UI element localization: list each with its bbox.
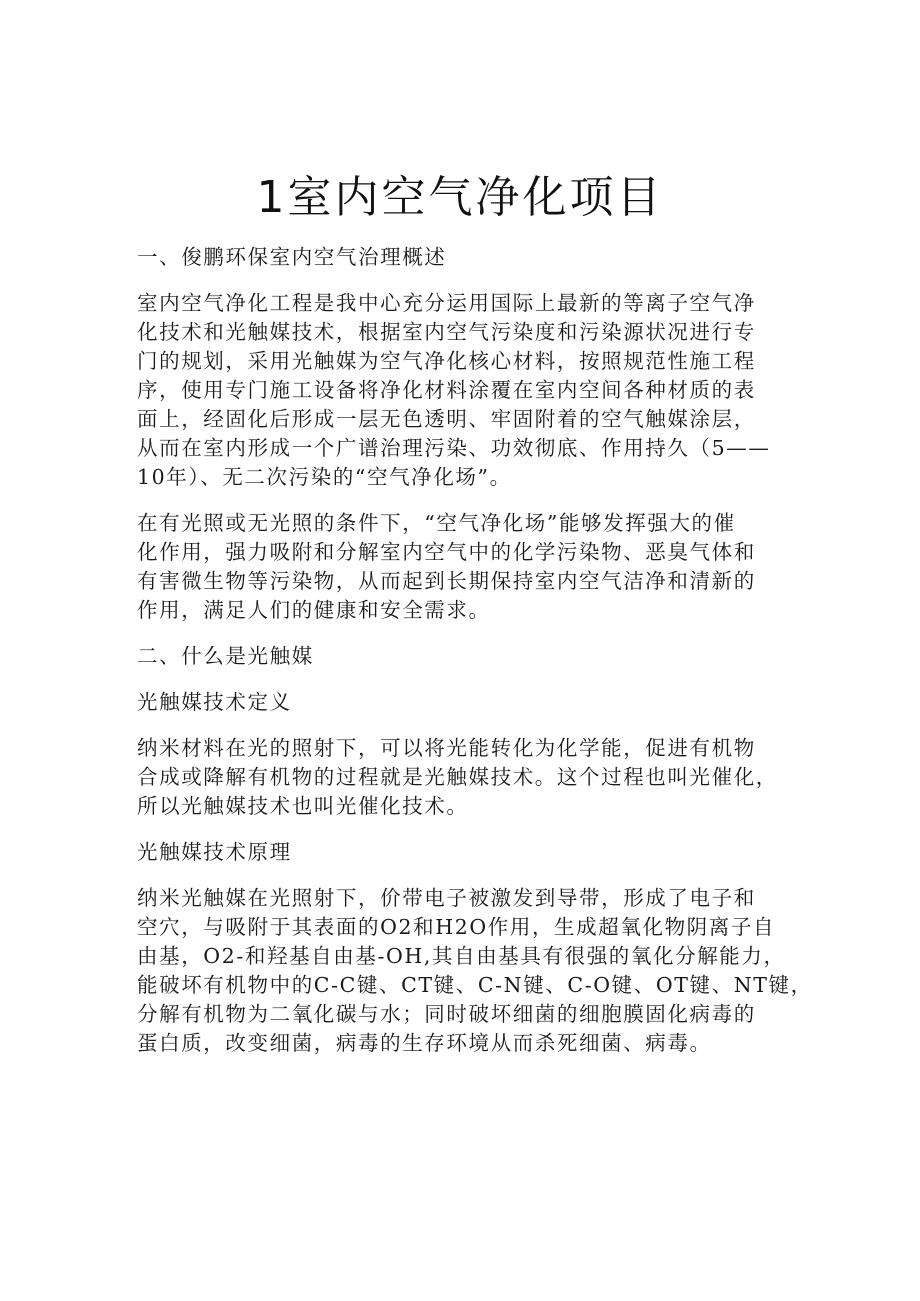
- text-line: 蛋白质，改变细菌，病毒的生存环境从而杀死细菌、病毒。: [137, 1031, 712, 1055]
- subheading-principle: 光触媒技术原理: [137, 840, 292, 864]
- text-line: 纳米材料在光的照射下，可以将光能转化为化学能，促进有机物: [137, 736, 756, 760]
- text-line: 有害微生物等污染物，从而起到长期保持室内空气洁净和清新的: [137, 569, 756, 593]
- text-line: 所以光触媒技术也叫光催化技术。: [137, 794, 469, 818]
- text-line: 面上，经固化后形成一层无色透明、牢固附着的空气触媒涂层，: [137, 407, 756, 431]
- page-title: 1室内空气净化项目: [256, 172, 664, 223]
- text-line: 空穴，与吸附于其表面的O2和H2O作用，生成超氧化物阴离子自: [137, 915, 776, 939]
- subheading-definition: 光触媒技术定义: [137, 690, 292, 714]
- text-line: 序，使用专门施工设备将净化材料涂覆在室内空间各种材质的表: [137, 378, 756, 402]
- text-line: 能破坏有机物中的C-C键、CT键、C-N键、C-O键、OT键、NT键，: [137, 973, 813, 997]
- text-line: 10年）、无二次污染的“空气净化场”。: [137, 465, 512, 489]
- text-line: 作用，满足人们的健康和安全需求。: [137, 598, 491, 622]
- text-line: 在有光照或无光照的条件下，“空气净化场”能够发挥强大的催: [137, 511, 736, 535]
- paragraph-overview-1: [137, 289, 797, 492]
- text-line: 由基，O2-和羟基自由基-OH,其自由基具有很强的氧化分解能力，: [137, 944, 786, 968]
- paragraph-principle: [137, 884, 813, 1058]
- text-line: 纳米光触媒在光照射下，价带电子被激发到导带，形成了电子和: [137, 886, 756, 910]
- text-line: 化作用，强力吸附和分解室内空气中的化学污染物、恶臭气体和: [137, 540, 756, 564]
- paragraph-overview-2: [137, 509, 797, 625]
- text-line: 室内空气净化工程是我中心充分运用国际上最新的等离子空气净: [137, 291, 756, 315]
- text-line: 化技术和光触媒技术，根据室内空气污染度和污染源状况进行专: [137, 320, 756, 344]
- text-line: 分解有机物为二氧化碳与水；同时破坏细菌的细胞膜固化病毒的: [137, 1002, 756, 1026]
- document-body: [137, 243, 813, 1075]
- text-line: 合成或降解有机物的过程就是光触媒技术。这个过程也叫光催化，: [137, 765, 778, 789]
- section-heading-what-is: 二、什么是光触媒: [137, 644, 314, 668]
- text-line: 门的规划，采用光触媒为空气净化核心材料，按照规范性施工程: [137, 349, 756, 373]
- paragraph-definition: [137, 734, 797, 821]
- section-heading-overview: 一、俊鹏环保室内空气治理概述: [137, 245, 447, 269]
- text-line: 从而在室内形成一个广谱治理污染、功效彻底、作用持久（5——: [137, 436, 771, 460]
